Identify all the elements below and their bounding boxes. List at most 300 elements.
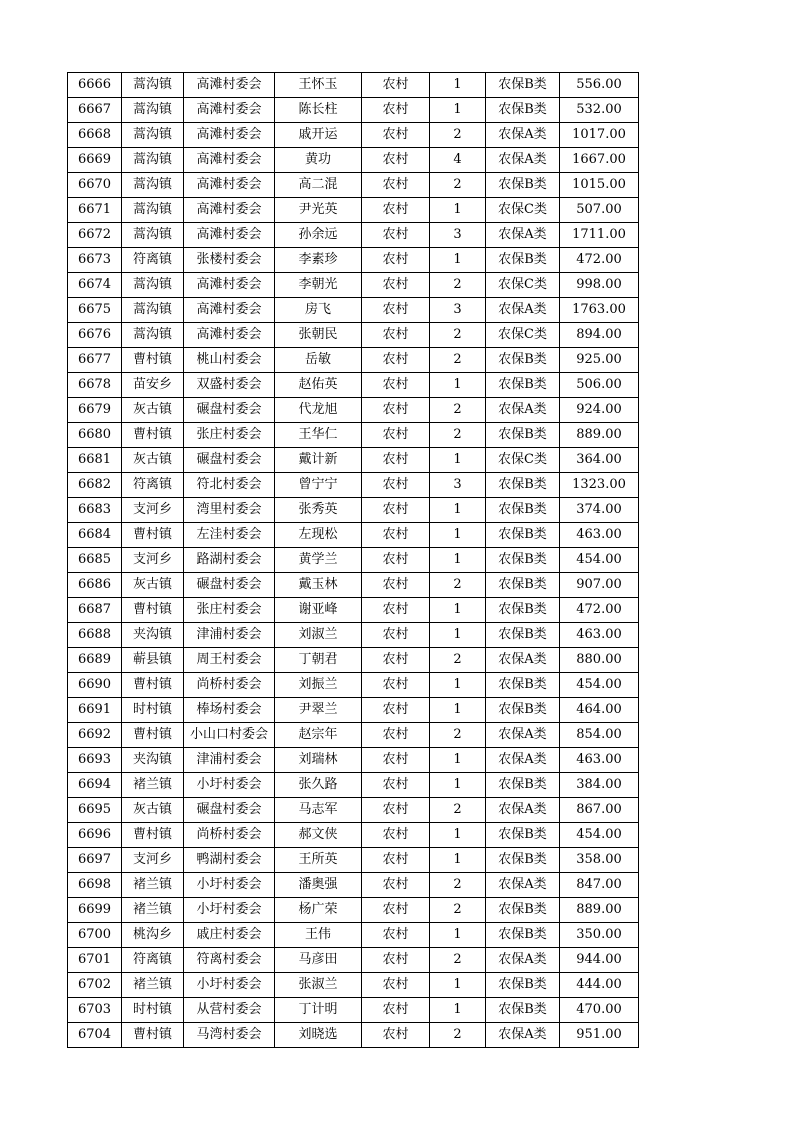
amount-cell: 1015.00 xyxy=(560,173,639,198)
household-type-cell: 农村 xyxy=(362,973,430,998)
table-row xyxy=(68,998,639,1023)
category-cell: 农保B类 xyxy=(486,348,560,373)
serial-number-cell: 6687 xyxy=(68,598,122,623)
family-size-cell: 3 xyxy=(430,223,486,248)
household-type-cell: 农村 xyxy=(362,798,430,823)
household-type-cell: 农村 xyxy=(362,598,430,623)
name-cell: 王伟 xyxy=(275,923,362,948)
village-committee-cell: 碾盘村委会 xyxy=(184,798,275,823)
family-size-cell: 1 xyxy=(430,523,486,548)
roster-table xyxy=(67,72,639,1048)
name-cell: 丁计明 xyxy=(275,998,362,1023)
township-cell: 曹村镇 xyxy=(122,823,184,848)
serial-number-cell: 6672 xyxy=(68,223,122,248)
amount-cell: 454.00 xyxy=(560,823,639,848)
name-cell: 谢亚峰 xyxy=(275,598,362,623)
category-cell: 农保C类 xyxy=(486,323,560,348)
township-cell: 褚兰镇 xyxy=(122,773,184,798)
category-cell: 农保B类 xyxy=(486,848,560,873)
table-row xyxy=(68,773,639,798)
household-type-cell: 农村 xyxy=(362,623,430,648)
amount-cell: 364.00 xyxy=(560,448,639,473)
family-size-cell: 2 xyxy=(430,423,486,448)
serial-number-cell: 6701 xyxy=(68,948,122,973)
township-cell: 蒿沟镇 xyxy=(122,273,184,298)
name-cell: 戴计新 xyxy=(275,448,362,473)
family-size-cell: 2 xyxy=(430,398,486,423)
village-committee-cell: 碾盘村委会 xyxy=(184,573,275,598)
serial-number-cell: 6688 xyxy=(68,623,122,648)
category-cell: 农保B类 xyxy=(486,248,560,273)
household-type-cell: 农村 xyxy=(362,823,430,848)
table-row xyxy=(68,223,639,248)
village-committee-cell: 尚桥村委会 xyxy=(184,673,275,698)
village-committee-cell: 双盛村委会 xyxy=(184,373,275,398)
household-type-cell: 农村 xyxy=(362,273,430,298)
amount-cell: 924.00 xyxy=(560,398,639,423)
township-cell: 褚兰镇 xyxy=(122,898,184,923)
name-cell: 刘晓选 xyxy=(275,1023,362,1048)
household-type-cell: 农村 xyxy=(362,373,430,398)
household-type-cell: 农村 xyxy=(362,73,430,98)
township-cell: 灰古镇 xyxy=(122,398,184,423)
amount-cell: 463.00 xyxy=(560,623,639,648)
township-cell: 曹村镇 xyxy=(122,348,184,373)
table-row xyxy=(68,923,639,948)
name-cell: 赵宗年 xyxy=(275,723,362,748)
category-cell: 农保B类 xyxy=(486,773,560,798)
township-cell: 蒿沟镇 xyxy=(122,323,184,348)
serial-number-cell: 6681 xyxy=(68,448,122,473)
family-size-cell: 2 xyxy=(430,648,486,673)
serial-number-cell: 6699 xyxy=(68,898,122,923)
amount-cell: 463.00 xyxy=(560,523,639,548)
village-committee-cell: 高滩村委会 xyxy=(184,323,275,348)
table-row xyxy=(68,348,639,373)
household-type-cell: 农村 xyxy=(362,673,430,698)
household-type-cell: 农村 xyxy=(362,548,430,573)
category-cell: 农保B类 xyxy=(486,573,560,598)
amount-cell: 925.00 xyxy=(560,348,639,373)
village-committee-cell: 桃山村委会 xyxy=(184,348,275,373)
category-cell: 农保A类 xyxy=(486,148,560,173)
township-cell: 曹村镇 xyxy=(122,423,184,448)
name-cell: 戚开运 xyxy=(275,123,362,148)
township-cell: 夹沟镇 xyxy=(122,623,184,648)
amount-cell: 951.00 xyxy=(560,1023,639,1048)
name-cell: 马志军 xyxy=(275,798,362,823)
serial-number-cell: 6685 xyxy=(68,548,122,573)
serial-number-cell: 6676 xyxy=(68,323,122,348)
category-cell: 农保B类 xyxy=(486,673,560,698)
category-cell: 农保B类 xyxy=(486,373,560,398)
township-cell: 支河乡 xyxy=(122,548,184,573)
serial-number-cell: 6675 xyxy=(68,298,122,323)
amount-cell: 1323.00 xyxy=(560,473,639,498)
family-size-cell: 1 xyxy=(430,698,486,723)
family-size-cell: 2 xyxy=(430,1023,486,1048)
category-cell: 农保B类 xyxy=(486,423,560,448)
household-type-cell: 农村 xyxy=(362,148,430,173)
family-size-cell: 2 xyxy=(430,273,486,298)
village-committee-cell: 高滩村委会 xyxy=(184,198,275,223)
table-row xyxy=(68,398,639,423)
township-cell: 蕲县镇 xyxy=(122,648,184,673)
household-type-cell: 农村 xyxy=(362,898,430,923)
name-cell: 潘奥强 xyxy=(275,873,362,898)
table-row xyxy=(68,723,639,748)
village-committee-cell: 津浦村委会 xyxy=(184,748,275,773)
village-committee-cell: 符北村委会 xyxy=(184,473,275,498)
serial-number-cell: 6679 xyxy=(68,398,122,423)
township-cell: 蒿沟镇 xyxy=(122,148,184,173)
serial-number-cell: 6691 xyxy=(68,698,122,723)
category-cell: 农保B类 xyxy=(486,998,560,1023)
family-size-cell: 2 xyxy=(430,123,486,148)
table-row xyxy=(68,498,639,523)
village-committee-cell: 小山口村委会 xyxy=(184,723,275,748)
category-cell: 农保B类 xyxy=(486,598,560,623)
table-row xyxy=(68,673,639,698)
village-committee-cell: 高滩村委会 xyxy=(184,73,275,98)
table-row xyxy=(68,73,639,98)
category-cell: 农保B类 xyxy=(486,473,560,498)
township-cell: 支河乡 xyxy=(122,848,184,873)
household-type-cell: 农村 xyxy=(362,448,430,473)
category-cell: 农保B类 xyxy=(486,823,560,848)
village-committee-cell: 左洼村委会 xyxy=(184,523,275,548)
family-size-cell: 2 xyxy=(430,573,486,598)
category-cell: 农保B类 xyxy=(486,548,560,573)
table-row xyxy=(68,548,639,573)
category-cell: 农保B类 xyxy=(486,973,560,998)
table-row xyxy=(68,948,639,973)
family-size-cell: 3 xyxy=(430,298,486,323)
serial-number-cell: 6671 xyxy=(68,198,122,223)
amount-cell: 1711.00 xyxy=(560,223,639,248)
village-committee-cell: 从营村委会 xyxy=(184,998,275,1023)
category-cell: 农保B类 xyxy=(486,623,560,648)
township-cell: 蒿沟镇 xyxy=(122,98,184,123)
village-committee-cell: 高滩村委会 xyxy=(184,298,275,323)
table-row xyxy=(68,873,639,898)
serial-number-cell: 6694 xyxy=(68,773,122,798)
serial-number-cell: 6668 xyxy=(68,123,122,148)
table-row xyxy=(68,298,639,323)
amount-cell: 854.00 xyxy=(560,723,639,748)
township-cell: 时村镇 xyxy=(122,698,184,723)
amount-cell: 463.00 xyxy=(560,748,639,773)
name-cell: 李素珍 xyxy=(275,248,362,273)
household-type-cell: 农村 xyxy=(362,248,430,273)
category-cell: 农保B类 xyxy=(486,523,560,548)
family-size-cell: 1 xyxy=(430,98,486,123)
serial-number-cell: 6677 xyxy=(68,348,122,373)
amount-cell: 384.00 xyxy=(560,773,639,798)
household-type-cell: 农村 xyxy=(362,573,430,598)
amount-cell: 1017.00 xyxy=(560,123,639,148)
household-type-cell: 农村 xyxy=(362,398,430,423)
table-row xyxy=(68,448,639,473)
family-size-cell: 1 xyxy=(430,598,486,623)
category-cell: 农保B类 xyxy=(486,498,560,523)
household-type-cell: 农村 xyxy=(362,423,430,448)
serial-number-cell: 6684 xyxy=(68,523,122,548)
serial-number-cell: 6692 xyxy=(68,723,122,748)
household-type-cell: 农村 xyxy=(362,498,430,523)
household-type-cell: 农村 xyxy=(362,698,430,723)
township-cell: 符离镇 xyxy=(122,248,184,273)
township-cell: 蒿沟镇 xyxy=(122,298,184,323)
category-cell: 农保A类 xyxy=(486,798,560,823)
family-size-cell: 1 xyxy=(430,673,486,698)
village-committee-cell: 高滩村委会 xyxy=(184,173,275,198)
name-cell: 王华仁 xyxy=(275,423,362,448)
category-cell: 农保B类 xyxy=(486,698,560,723)
family-size-cell: 1 xyxy=(430,998,486,1023)
category-cell: 农保A类 xyxy=(486,123,560,148)
amount-cell: 998.00 xyxy=(560,273,639,298)
name-cell: 岳敏 xyxy=(275,348,362,373)
township-cell: 时村镇 xyxy=(122,998,184,1023)
serial-number-cell: 6702 xyxy=(68,973,122,998)
serial-number-cell: 6678 xyxy=(68,373,122,398)
serial-number-cell: 6674 xyxy=(68,273,122,298)
category-cell: 农保A类 xyxy=(486,873,560,898)
table-row xyxy=(68,973,639,998)
family-size-cell: 2 xyxy=(430,798,486,823)
amount-cell: 889.00 xyxy=(560,898,639,923)
table-row xyxy=(68,1023,639,1048)
village-committee-cell: 小圩村委会 xyxy=(184,873,275,898)
township-cell: 曹村镇 xyxy=(122,1023,184,1048)
household-type-cell: 农村 xyxy=(362,723,430,748)
household-type-cell: 农村 xyxy=(362,948,430,973)
category-cell: 农保A类 xyxy=(486,1023,560,1048)
table-row xyxy=(68,648,639,673)
name-cell: 黄学兰 xyxy=(275,548,362,573)
family-size-cell: 1 xyxy=(430,498,486,523)
household-type-cell: 农村 xyxy=(362,123,430,148)
township-cell: 灰古镇 xyxy=(122,573,184,598)
name-cell: 张久路 xyxy=(275,773,362,798)
serial-number-cell: 6683 xyxy=(68,498,122,523)
family-size-cell: 2 xyxy=(430,173,486,198)
family-size-cell: 2 xyxy=(430,323,486,348)
serial-number-cell: 6693 xyxy=(68,748,122,773)
serial-number-cell: 6690 xyxy=(68,673,122,698)
name-cell: 黄功 xyxy=(275,148,362,173)
amount-cell: 454.00 xyxy=(560,548,639,573)
village-committee-cell: 周王村委会 xyxy=(184,648,275,673)
table-row xyxy=(68,748,639,773)
township-cell: 曹村镇 xyxy=(122,723,184,748)
family-size-cell: 1 xyxy=(430,748,486,773)
amount-cell: 472.00 xyxy=(560,248,639,273)
village-committee-cell: 尚桥村委会 xyxy=(184,823,275,848)
village-committee-cell: 高滩村委会 xyxy=(184,223,275,248)
name-cell: 张秀英 xyxy=(275,498,362,523)
name-cell: 张淑兰 xyxy=(275,973,362,998)
category-cell: 农保B类 xyxy=(486,173,560,198)
category-cell: 农保C类 xyxy=(486,273,560,298)
household-type-cell: 农村 xyxy=(362,748,430,773)
amount-cell: 507.00 xyxy=(560,198,639,223)
village-committee-cell: 鸭湖村委会 xyxy=(184,848,275,873)
amount-cell: 1763.00 xyxy=(560,298,639,323)
serial-number-cell: 6704 xyxy=(68,1023,122,1048)
village-committee-cell: 符离村委会 xyxy=(184,948,275,973)
village-committee-cell: 高滩村委会 xyxy=(184,148,275,173)
household-type-cell: 农村 xyxy=(362,873,430,898)
name-cell: 左现松 xyxy=(275,523,362,548)
name-cell: 张朝民 xyxy=(275,323,362,348)
table-row xyxy=(68,823,639,848)
serial-number-cell: 6682 xyxy=(68,473,122,498)
amount-cell: 506.00 xyxy=(560,373,639,398)
township-cell: 蒿沟镇 xyxy=(122,73,184,98)
household-type-cell: 农村 xyxy=(362,648,430,673)
amount-cell: 470.00 xyxy=(560,998,639,1023)
family-size-cell: 1 xyxy=(430,623,486,648)
township-cell: 苗安乡 xyxy=(122,373,184,398)
family-size-cell: 1 xyxy=(430,248,486,273)
table-row xyxy=(68,323,639,348)
family-size-cell: 1 xyxy=(430,773,486,798)
township-cell: 蒿沟镇 xyxy=(122,123,184,148)
name-cell: 李朝光 xyxy=(275,273,362,298)
category-cell: 农保A类 xyxy=(486,648,560,673)
table-row xyxy=(68,173,639,198)
table-row xyxy=(68,573,639,598)
family-size-cell: 1 xyxy=(430,823,486,848)
family-size-cell: 1 xyxy=(430,448,486,473)
table-row xyxy=(68,698,639,723)
table-row xyxy=(68,273,639,298)
amount-cell: 1667.00 xyxy=(560,148,639,173)
township-cell: 夹沟镇 xyxy=(122,748,184,773)
family-size-cell: 2 xyxy=(430,898,486,923)
household-type-cell: 农村 xyxy=(362,848,430,873)
category-cell: 农保B类 xyxy=(486,898,560,923)
category-cell: 农保A类 xyxy=(486,748,560,773)
serial-number-cell: 6680 xyxy=(68,423,122,448)
village-committee-cell: 碾盘村委会 xyxy=(184,398,275,423)
serial-number-cell: 6673 xyxy=(68,248,122,273)
name-cell: 孙余远 xyxy=(275,223,362,248)
category-cell: 农保C类 xyxy=(486,198,560,223)
village-committee-cell: 高滩村委会 xyxy=(184,273,275,298)
village-committee-cell: 高滩村委会 xyxy=(184,98,275,123)
village-committee-cell: 小圩村委会 xyxy=(184,898,275,923)
amount-cell: 350.00 xyxy=(560,923,639,948)
amount-cell: 867.00 xyxy=(560,798,639,823)
family-size-cell: 2 xyxy=(430,723,486,748)
family-size-cell: 1 xyxy=(430,923,486,948)
household-type-cell: 农村 xyxy=(362,298,430,323)
family-size-cell: 4 xyxy=(430,148,486,173)
township-cell: 灰古镇 xyxy=(122,448,184,473)
category-cell: 农保A类 xyxy=(486,948,560,973)
name-cell: 赵佑英 xyxy=(275,373,362,398)
village-committee-cell: 戚庄村委会 xyxy=(184,923,275,948)
village-committee-cell: 小圩村委会 xyxy=(184,973,275,998)
amount-cell: 556.00 xyxy=(560,73,639,98)
village-committee-cell: 高滩村委会 xyxy=(184,123,275,148)
village-committee-cell: 马湾村委会 xyxy=(184,1023,275,1048)
serial-number-cell: 6700 xyxy=(68,923,122,948)
table-row xyxy=(68,148,639,173)
serial-number-cell: 6689 xyxy=(68,648,122,673)
name-cell: 戴玉林 xyxy=(275,573,362,598)
table-row xyxy=(68,423,639,448)
name-cell: 刘瑞林 xyxy=(275,748,362,773)
household-type-cell: 农村 xyxy=(362,348,430,373)
household-type-cell: 农村 xyxy=(362,198,430,223)
household-type-cell: 农村 xyxy=(362,173,430,198)
category-cell: 农保A类 xyxy=(486,723,560,748)
name-cell: 刘振兰 xyxy=(275,673,362,698)
township-cell: 灰古镇 xyxy=(122,798,184,823)
name-cell: 房飞 xyxy=(275,298,362,323)
serial-number-cell: 6669 xyxy=(68,148,122,173)
township-cell: 支河乡 xyxy=(122,498,184,523)
township-cell: 符离镇 xyxy=(122,948,184,973)
serial-number-cell: 6703 xyxy=(68,998,122,1023)
serial-number-cell: 6696 xyxy=(68,823,122,848)
household-type-cell: 农村 xyxy=(362,98,430,123)
amount-cell: 472.00 xyxy=(560,598,639,623)
serial-number-cell: 6697 xyxy=(68,848,122,873)
family-size-cell: 1 xyxy=(430,973,486,998)
table-row xyxy=(68,623,639,648)
amount-cell: 907.00 xyxy=(560,573,639,598)
township-cell: 蒿沟镇 xyxy=(122,173,184,198)
amount-cell: 374.00 xyxy=(560,498,639,523)
category-cell: 农保B类 xyxy=(486,98,560,123)
village-committee-cell: 路湖村委会 xyxy=(184,548,275,573)
name-cell: 高二混 xyxy=(275,173,362,198)
family-size-cell: 1 xyxy=(430,848,486,873)
table-row xyxy=(68,198,639,223)
township-cell: 蒿沟镇 xyxy=(122,198,184,223)
table-row xyxy=(68,373,639,398)
serial-number-cell: 6667 xyxy=(68,98,122,123)
category-cell: 农保C类 xyxy=(486,448,560,473)
table-row xyxy=(68,523,639,548)
amount-cell: 894.00 xyxy=(560,323,639,348)
family-size-cell: 1 xyxy=(430,73,486,98)
township-cell: 符离镇 xyxy=(122,473,184,498)
township-cell: 蒿沟镇 xyxy=(122,223,184,248)
household-type-cell: 农村 xyxy=(362,1023,430,1048)
household-type-cell: 农村 xyxy=(362,923,430,948)
name-cell: 尹翠兰 xyxy=(275,698,362,723)
name-cell: 马彦田 xyxy=(275,948,362,973)
village-committee-cell: 张楼村委会 xyxy=(184,248,275,273)
household-type-cell: 农村 xyxy=(362,323,430,348)
village-committee-cell: 碾盘村委会 xyxy=(184,448,275,473)
village-committee-cell: 张庄村委会 xyxy=(184,423,275,448)
roster-table-body xyxy=(68,73,639,1048)
household-type-cell: 农村 xyxy=(362,998,430,1023)
category-cell: 农保B类 xyxy=(486,923,560,948)
family-size-cell: 1 xyxy=(430,548,486,573)
serial-number-cell: 6695 xyxy=(68,798,122,823)
village-committee-cell: 棒场村委会 xyxy=(184,698,275,723)
household-type-cell: 农村 xyxy=(362,773,430,798)
category-cell: 农保B类 xyxy=(486,73,560,98)
